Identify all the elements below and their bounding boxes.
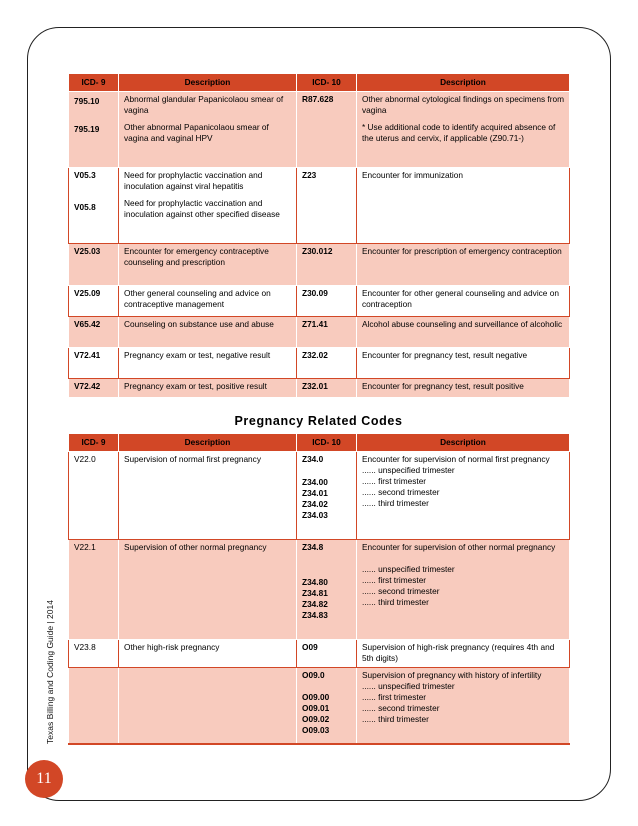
desc10-text: Encounter for supervision of normal first pregnancy — [362, 454, 550, 464]
icd10-subcode: Z34.00 — [302, 477, 328, 487]
desc10-text: Encounter for supervision of other normal pregnancy — [362, 542, 556, 552]
desc9-text: Pregnancy exam or test, positive result — [119, 379, 297, 398]
trimester-text: ...... unspecified trimester — [362, 681, 455, 691]
table-row — [69, 244, 570, 286]
desc10-text: Supervision of pregnancy with history of infertility — [362, 670, 542, 680]
icd9-code: V65.42 — [69, 317, 119, 348]
header-icd10: ICD- 10 — [297, 434, 357, 452]
desc9-text: Counseling on substance use and abuse — [119, 317, 297, 348]
table-row — [69, 379, 570, 398]
trimester-text: ...... third trimester — [362, 498, 429, 508]
header-icd9: ICD- 9 — [69, 434, 119, 452]
trimester-text: ...... second trimester — [362, 487, 440, 497]
table-row — [69, 92, 570, 168]
desc10-text: Encounter for pregnancy test, result positive — [357, 379, 570, 398]
header-description: Description — [119, 74, 297, 92]
desc9-text: Abnormal glandular Papanicolaou smear of vagina — [124, 94, 284, 115]
icd9-code: 795.19 — [74, 124, 100, 134]
table-row — [69, 168, 570, 244]
desc9-text: Other abnormal Papanicolaou smear of vagina and vaginal HPV — [124, 122, 269, 143]
icd10-subcode: Z34.81 — [302, 588, 328, 598]
desc10-cell — [357, 92, 570, 168]
desc9-text: Encounter for emergency contraceptive counseling and prescription — [119, 244, 297, 286]
codes-table-pregnancy — [68, 433, 570, 745]
icd10-code: O09.0 — [302, 670, 325, 680]
icd10-subcode: Z34.83 — [302, 610, 328, 620]
icd10-subcode: Z34.82 — [302, 599, 328, 609]
desc10-text: Other abnormal cytological findings on specimens from vagina — [362, 94, 564, 115]
desc9-text: Need for prophylactic vaccination and inoculation against viral hepatitis — [124, 170, 263, 191]
icd10-code: Z23 — [297, 168, 357, 244]
header-icd10: ICD- 10 — [297, 74, 357, 92]
icd9-code: V72.41 — [69, 348, 119, 379]
icd9-code: V22.1 — [69, 540, 119, 640]
icd9-code: V05.8 — [74, 202, 96, 212]
desc10-text: Encounter for pregnancy test, result negative — [357, 348, 570, 379]
icd10-code: Z32.02 — [297, 348, 357, 379]
icd10-subcode: Z34.02 — [302, 499, 328, 509]
icd10-subcode: O09.03 — [302, 725, 330, 735]
icd10-subcode: Z34.80 — [302, 577, 328, 587]
desc10-cell — [357, 540, 570, 640]
icd9-code: V23.8 — [69, 640, 119, 668]
table-row — [69, 540, 570, 640]
header-description: Description — [357, 74, 570, 92]
trimester-text: ...... third trimester — [362, 597, 429, 607]
icd10-cell — [297, 668, 357, 744]
icd10-code: Z34.8 — [302, 542, 324, 552]
table-row — [69, 317, 570, 348]
desc10-text: * Use additional code to identify acquired absence of the uterus and cervix, if applicable (Z90.71-) — [362, 122, 556, 143]
table-row — [69, 348, 570, 379]
icd10-code: Z32.01 — [297, 379, 357, 398]
icd10-subcode: O09.01 — [302, 703, 330, 713]
icd10-code: Z34.0 — [302, 454, 324, 464]
icd10-code: Z30.012 — [297, 244, 357, 286]
icd10-code: O09 — [297, 640, 357, 668]
icd9-code: V22.0 — [69, 452, 119, 540]
icd9-code: V25.03 — [69, 244, 119, 286]
trimester-text: ...... second trimester — [362, 586, 440, 596]
icd9-code: V05.3 — [74, 170, 96, 180]
desc10-text: Encounter for prescription of emergency contraception — [357, 244, 570, 286]
trimester-text: ...... second trimester — [362, 703, 440, 713]
icd10-subcode: Z34.03 — [302, 510, 328, 520]
icd9-code: V25.09 — [69, 286, 119, 317]
table-header-row — [69, 74, 570, 92]
desc9-text: Need for prophylactic vaccination and inoculation against other specified disease — [124, 198, 280, 219]
trimester-text: ...... first trimester — [362, 692, 427, 702]
icd9-cell — [69, 168, 119, 244]
icd10-subcode: O09.00 — [302, 692, 330, 702]
trimester-text: ...... third trimester — [362, 714, 429, 724]
desc9-text: Pregnancy exam or test, negative result — [119, 348, 297, 379]
desc9-text: Other general counseling and advice on contraceptive management — [119, 286, 297, 317]
desc9-text: Supervision of other normal pregnancy — [119, 540, 297, 640]
icd10-code: Z71.41 — [297, 317, 357, 348]
desc10-cell — [357, 668, 570, 744]
codes-table-general — [68, 73, 570, 398]
table-row — [69, 452, 570, 540]
icd10-cell — [297, 540, 357, 640]
icd9-code: V72.42 — [69, 379, 119, 398]
desc9-cell — [119, 92, 297, 168]
icd10-code: Z30.09 — [297, 286, 357, 317]
desc10-text: Encounter for immunization — [357, 168, 570, 244]
guide-side-label: Texas Billing and Coding Guide | 2014 — [45, 600, 55, 744]
desc9-cell — [119, 168, 297, 244]
header-icd9: ICD- 9 — [69, 74, 119, 92]
icd10-subcode: O09.02 — [302, 714, 330, 724]
header-description: Description — [119, 434, 297, 452]
icd10-subcode: Z34.01 — [302, 488, 328, 498]
trimester-text: ...... unspecified trimester — [362, 465, 455, 475]
icd9-code: 795.10 — [74, 96, 100, 106]
icd10-code: R87.628 — [297, 92, 357, 168]
icd10-cell — [297, 452, 357, 540]
table-row — [69, 640, 570, 668]
trimester-text: ...... first trimester — [362, 575, 427, 585]
desc9-text: Other high-risk pregnancy — [119, 640, 297, 668]
trimester-text: ...... first trimester — [362, 476, 427, 486]
table-row — [69, 668, 570, 744]
desc10-text: Supervision of high-risk pregnancy (requires 4th and 5th digits) — [357, 640, 570, 668]
desc9-text: Supervision of normal first pregnancy — [119, 452, 297, 540]
icd9-cell — [69, 92, 119, 168]
desc10-text: Alcohol abuse counseling and surveillance of alcoholic — [357, 317, 570, 348]
desc10-text: Encounter for other general counseling and advice on contraception — [357, 286, 570, 317]
trimester-text: ...... unspecified trimester — [362, 564, 455, 574]
table-header-row — [69, 434, 570, 452]
desc10-cell — [357, 452, 570, 540]
icd9-code — [69, 668, 119, 744]
table-row — [69, 286, 570, 317]
section-title: Pregnancy Related Codes — [234, 414, 403, 428]
desc9-text — [119, 668, 297, 744]
header-description: Description — [357, 434, 570, 452]
page-number-badge: 11 — [25, 760, 63, 798]
